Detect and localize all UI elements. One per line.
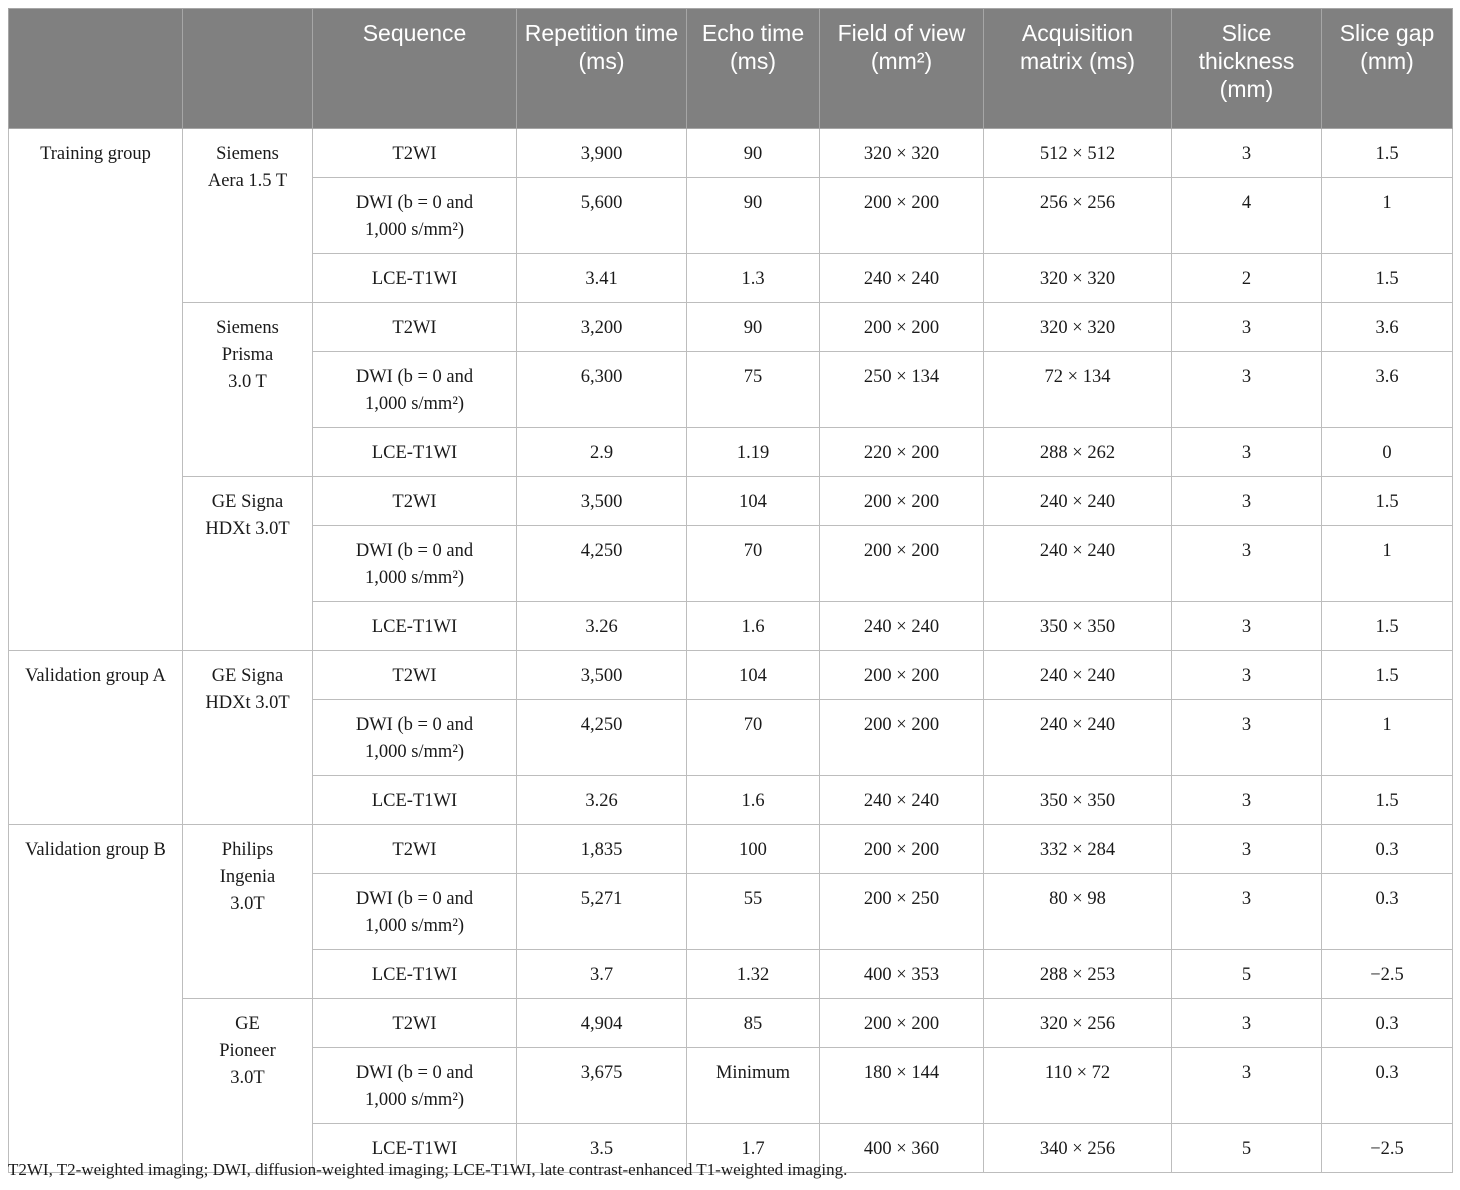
cell-matrix: 350 × 350 <box>984 602 1172 651</box>
cell-te: 1.6 <box>687 602 820 651</box>
cell-gap: 1.5 <box>1322 129 1453 178</box>
cell-tr: 4,904 <box>517 999 687 1048</box>
cell-matrix: 320 × 320 <box>984 303 1172 352</box>
sequence-cell: DWI (b = 0 and 1,000 s/mm²) <box>313 700 517 776</box>
cell-gap: 0.3 <box>1322 874 1453 950</box>
cell-thickness: 3 <box>1172 651 1322 700</box>
cell-thickness: 3 <box>1172 602 1322 651</box>
cell-te: 70 <box>687 700 820 776</box>
cell-thickness: 5 <box>1172 1124 1322 1173</box>
cell-fov: 240 × 240 <box>820 776 984 825</box>
cell-gap: 1.5 <box>1322 254 1453 303</box>
cell-matrix: 256 × 256 <box>984 178 1172 254</box>
cell-tr: 3,200 <box>517 303 687 352</box>
cell-matrix: 288 × 262 <box>984 428 1172 477</box>
cell-gap: 0.3 <box>1322 999 1453 1048</box>
cell-gap: 1.5 <box>1322 651 1453 700</box>
cell-fov: 200 × 200 <box>820 825 984 874</box>
sequence-cell: LCE-T1WI <box>313 602 517 651</box>
cell-tr: 3.26 <box>517 776 687 825</box>
sequence-cell: DWI (b = 0 and 1,000 s/mm²) <box>313 352 517 428</box>
cell-tr: 3,500 <box>517 477 687 526</box>
cell-tr: 3,500 <box>517 651 687 700</box>
group-cell: Training group <box>9 129 183 651</box>
cell-te: 1.7 <box>687 1124 820 1173</box>
cell-fov: 200 × 200 <box>820 477 984 526</box>
cell-tr: 3.7 <box>517 950 687 999</box>
cell-matrix: 80 × 98 <box>984 874 1172 950</box>
header-echo-time: Echo time (ms) <box>687 9 820 129</box>
cell-thickness: 3 <box>1172 999 1322 1048</box>
header-acquisition-matrix: Acquisition matrix (ms) <box>984 9 1172 129</box>
cell-fov: 200 × 200 <box>820 700 984 776</box>
cell-te: 90 <box>687 303 820 352</box>
mri-parameters-table <box>8 8 1453 1173</box>
cell-fov: 180 × 144 <box>820 1048 984 1124</box>
cell-matrix: 72 × 134 <box>984 352 1172 428</box>
cell-fov: 200 × 200 <box>820 303 984 352</box>
cell-matrix: 240 × 240 <box>984 477 1172 526</box>
cell-tr: 5,271 <box>517 874 687 950</box>
cell-thickness: 3 <box>1172 477 1322 526</box>
cell-gap: 1 <box>1322 178 1453 254</box>
cell-gap: −2.5 <box>1322 1124 1453 1173</box>
cell-te: 90 <box>687 178 820 254</box>
cell-te: 1.19 <box>687 428 820 477</box>
cell-matrix: 332 × 284 <box>984 825 1172 874</box>
sequence-cell: T2WI <box>313 651 517 700</box>
scanner-cell: GE Signa HDXt 3.0T <box>183 651 313 825</box>
header-row <box>9 9 1453 129</box>
cell-fov: 250 × 134 <box>820 352 984 428</box>
sequence-cell: T2WI <box>313 825 517 874</box>
cell-te: 75 <box>687 352 820 428</box>
scanner-cell: Philips Ingenia 3.0T <box>183 825 313 999</box>
cell-thickness: 4 <box>1172 178 1322 254</box>
cell-gap: 1 <box>1322 526 1453 602</box>
cell-tr: 1,835 <box>517 825 687 874</box>
cell-gap: 0.3 <box>1322 1048 1453 1124</box>
table-row <box>9 477 1453 526</box>
header-scanner <box>183 9 313 129</box>
cell-te: 1.6 <box>687 776 820 825</box>
group-cell: Validation group A <box>9 651 183 825</box>
cell-matrix: 320 × 320 <box>984 254 1172 303</box>
cell-thickness: 3 <box>1172 428 1322 477</box>
cell-tr: 3.41 <box>517 254 687 303</box>
cell-thickness: 3 <box>1172 874 1322 950</box>
cell-tr: 3,675 <box>517 1048 687 1124</box>
table-row <box>9 303 1453 352</box>
table-row <box>9 999 1453 1048</box>
cell-matrix: 288 × 253 <box>984 950 1172 999</box>
cell-thickness: 3 <box>1172 1048 1322 1124</box>
cell-te: Minimum <box>687 1048 820 1124</box>
cell-matrix: 240 × 240 <box>984 700 1172 776</box>
header-repetition-time: Repetition time (ms) <box>517 9 687 129</box>
cell-tr: 5,600 <box>517 178 687 254</box>
cell-fov: 200 × 200 <box>820 651 984 700</box>
cell-matrix: 320 × 256 <box>984 999 1172 1048</box>
header-group <box>9 9 183 129</box>
header-slice-thickness: Slice thickness (mm) <box>1172 9 1322 129</box>
sequence-cell: LCE-T1WI <box>313 254 517 303</box>
cell-thickness: 3 <box>1172 825 1322 874</box>
cell-fov: 200 × 250 <box>820 874 984 950</box>
cell-fov: 240 × 240 <box>820 254 984 303</box>
cell-te: 100 <box>687 825 820 874</box>
header-field-of-view: Field of view (mm²) <box>820 9 984 129</box>
sequence-cell: DWI (b = 0 and 1,000 s/mm²) <box>313 874 517 950</box>
group-cell: Validation group B <box>9 825 183 1173</box>
scanner-cell: Siemens Prisma 3.0 T <box>183 303 313 477</box>
cell-matrix: 110 × 72 <box>984 1048 1172 1124</box>
cell-gap: 1 <box>1322 700 1453 776</box>
sequence-cell: T2WI <box>313 999 517 1048</box>
table-row <box>9 129 1453 178</box>
cell-thickness: 3 <box>1172 303 1322 352</box>
table-row <box>9 651 1453 700</box>
cell-fov: 200 × 200 <box>820 999 984 1048</box>
cell-tr: 2.9 <box>517 428 687 477</box>
sequence-cell: LCE-T1WI <box>313 1124 517 1173</box>
cell-thickness: 3 <box>1172 129 1322 178</box>
cell-matrix: 240 × 240 <box>984 651 1172 700</box>
sequence-cell: DWI (b = 0 and 1,000 s/mm²) <box>313 1048 517 1124</box>
cell-gap: 3.6 <box>1322 352 1453 428</box>
cell-gap: 0.3 <box>1322 825 1453 874</box>
cell-thickness: 5 <box>1172 950 1322 999</box>
cell-thickness: 3 <box>1172 352 1322 428</box>
cell-matrix: 240 × 240 <box>984 526 1172 602</box>
cell-fov: 200 × 200 <box>820 178 984 254</box>
sequence-cell: T2WI <box>313 303 517 352</box>
cell-gap: −2.5 <box>1322 950 1453 999</box>
scanner-cell: GE Pioneer 3.0T <box>183 999 313 1173</box>
sequence-cell: DWI (b = 0 and 1,000 s/mm²) <box>313 526 517 602</box>
cell-thickness: 3 <box>1172 776 1322 825</box>
cell-fov: 220 × 200 <box>820 428 984 477</box>
scanner-cell: GE Signa HDXt 3.0T <box>183 477 313 651</box>
header-sequence: Sequence <box>313 9 517 129</box>
cell-gap: 1.5 <box>1322 602 1453 651</box>
cell-fov: 400 × 353 <box>820 950 984 999</box>
cell-thickness: 3 <box>1172 526 1322 602</box>
cell-te: 1.32 <box>687 950 820 999</box>
cell-matrix: 512 × 512 <box>984 129 1172 178</box>
cell-te: 70 <box>687 526 820 602</box>
table-row <box>9 825 1453 874</box>
cell-fov: 240 × 240 <box>820 602 984 651</box>
sequence-cell: T2WI <box>313 129 517 178</box>
cell-gap: 1.5 <box>1322 776 1453 825</box>
cell-thickness: 2 <box>1172 254 1322 303</box>
sequence-cell: LCE-T1WI <box>313 428 517 477</box>
cell-gap: 0 <box>1322 428 1453 477</box>
cell-te: 104 <box>687 477 820 526</box>
cell-tr: 3,900 <box>517 129 687 178</box>
sequence-cell: LCE-T1WI <box>313 776 517 825</box>
cell-te: 90 <box>687 129 820 178</box>
cell-fov: 400 × 360 <box>820 1124 984 1173</box>
cell-fov: 320 × 320 <box>820 129 984 178</box>
cell-tr: 6,300 <box>517 352 687 428</box>
sequence-cell: LCE-T1WI <box>313 950 517 999</box>
cell-te: 55 <box>687 874 820 950</box>
sequence-cell: DWI (b = 0 and 1,000 s/mm²) <box>313 178 517 254</box>
cell-thickness: 3 <box>1172 700 1322 776</box>
sequence-cell: T2WI <box>313 477 517 526</box>
scanner-cell: Siemens Aera 1.5 T <box>183 129 313 303</box>
cell-tr: 3.26 <box>517 602 687 651</box>
cell-te: 1.3 <box>687 254 820 303</box>
cell-matrix: 340 × 256 <box>984 1124 1172 1173</box>
cell-tr: 4,250 <box>517 526 687 602</box>
cell-matrix: 350 × 350 <box>984 776 1172 825</box>
cell-tr: 4,250 <box>517 700 687 776</box>
cell-te: 104 <box>687 651 820 700</box>
cell-gap: 1.5 <box>1322 477 1453 526</box>
cell-tr: 3.5 <box>517 1124 687 1173</box>
table-footnote: T2WI, T2-weighted imaging; DWI, diffusion-weighted imaging; LCE-T1WI, late contrast-enhanced T1-weighted imaging. <box>8 1160 848 1179</box>
cell-fov: 200 × 200 <box>820 526 984 602</box>
cell-gap: 3.6 <box>1322 303 1453 352</box>
header-slice-gap: Slice gap (mm) <box>1322 9 1453 129</box>
cell-te: 85 <box>687 999 820 1048</box>
